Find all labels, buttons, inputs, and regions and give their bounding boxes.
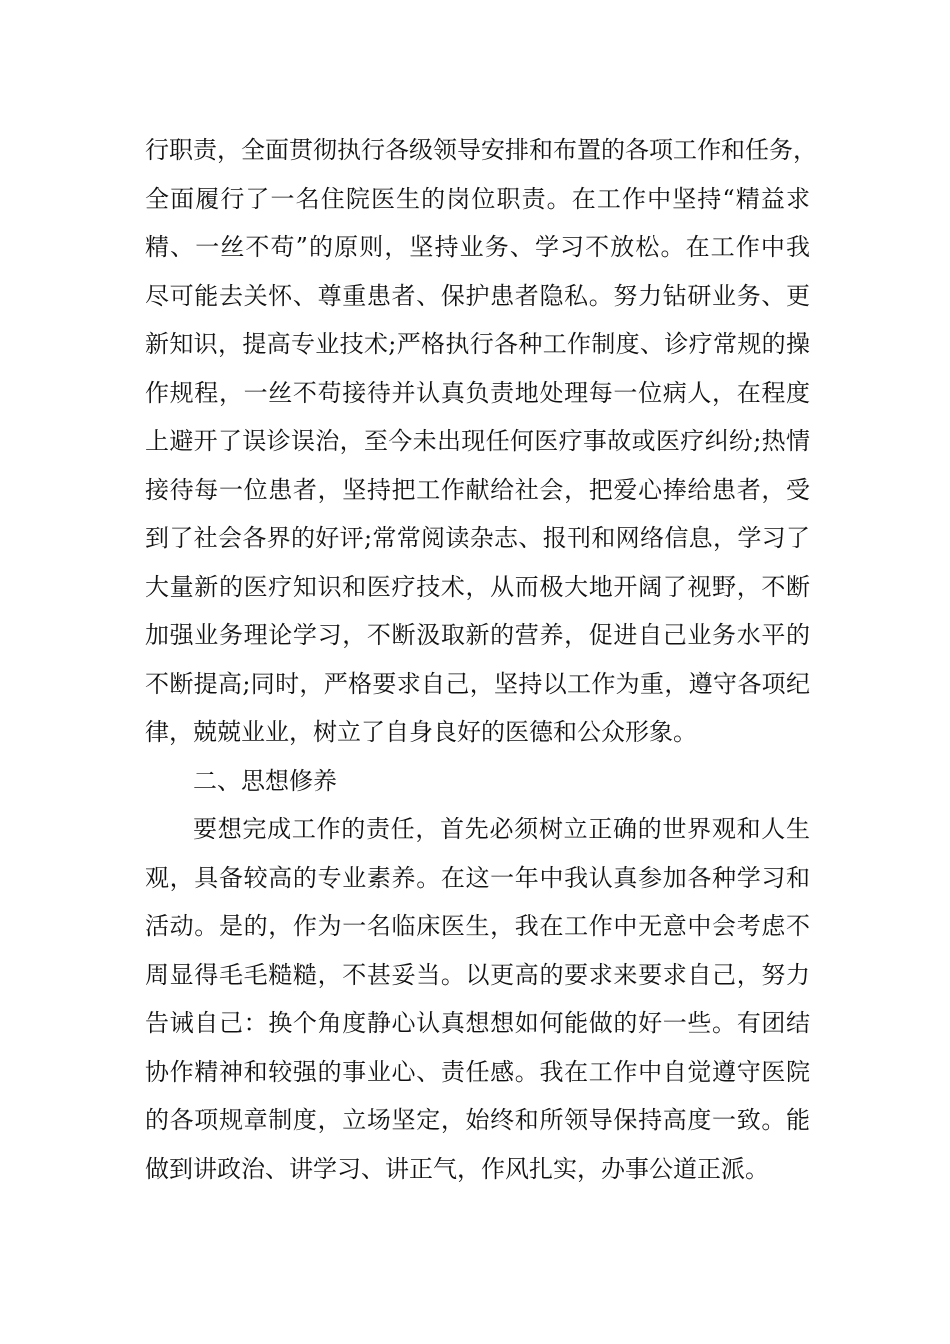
text-line: 接待每一位患者，坚持把工作献给社会，把爱心捧给患者，受	[145, 475, 810, 504]
text-line: 作规程，一丝不苟接待并认真负责地处理每一位病人，在程度	[145, 378, 810, 407]
text-line: 要想完成工作的责任，首先必须树立正确的世界观和人生	[193, 815, 810, 843]
text-line: 做到讲政治、讲学习、讲正气，作风扎实，办事公道正派。	[145, 1154, 769, 1183]
text-line: 加强业务理论学习，不断汲取新的营养，促进自己业务水平的	[145, 621, 810, 649]
text-line: 新知识，提高专业技术;严格执行各种工作制度、诊疗常规的操	[145, 330, 810, 358]
text-line: 大量新的医疗知识和医疗技术，从而极大地开阔了视野，不断	[145, 572, 810, 601]
text-line: 尽可能去关怀、尊重患者、保护患者隐私。努力钻研业务、更	[145, 281, 810, 310]
text-line: 律，兢兢业业，树立了自身良好的医德和公众形象。	[145, 718, 697, 746]
text-line: 上避开了误诊误治，至今未出现任何医疗事故或医疗纠纷;热情	[145, 427, 810, 455]
text-line: 观，具备较高的专业素养。在这一年中我认真参加各种学习和	[145, 863, 810, 892]
section-heading: 二、思想修养	[193, 766, 337, 795]
document-body	[145, 126, 817, 1193]
text-line: 协作精神和较强的事业心、责任感。我在工作中自觉遵守医院	[145, 1057, 810, 1086]
text-line: 到了社会各界的好评;常常阅读杂志、报刊和网络信息，学习了	[145, 524, 810, 552]
text-line: 全面履行了一名住院医生的岗位职责。在工作中坚持“精益求	[145, 184, 810, 213]
text-line: 告诫自己：换个角度静心认真想想如何能做的好一些。有团结	[145, 1009, 810, 1037]
text-line: 活动。是的，作为一名临床医生，我在工作中无意中会考虑不	[145, 912, 810, 940]
text-line: 精、一丝不苟”的原则，坚持业务、学习不放松。在工作中我	[145, 233, 810, 261]
text-line: 周显得毛毛糙糙，不甚妥当。以更高的要求来要求自己，努力	[145, 960, 810, 989]
text-line: 不断提高;同时，严格要求自己，坚持以工作为重，遵守各项纪	[145, 669, 810, 698]
text-line: 的各项规章制度，立场坚定，始终和所领导保持高度一致。能	[145, 1106, 810, 1134]
text-line: 行职责，全面贯彻执行各级领导安排和布置的各项工作和任务，	[145, 136, 817, 164]
